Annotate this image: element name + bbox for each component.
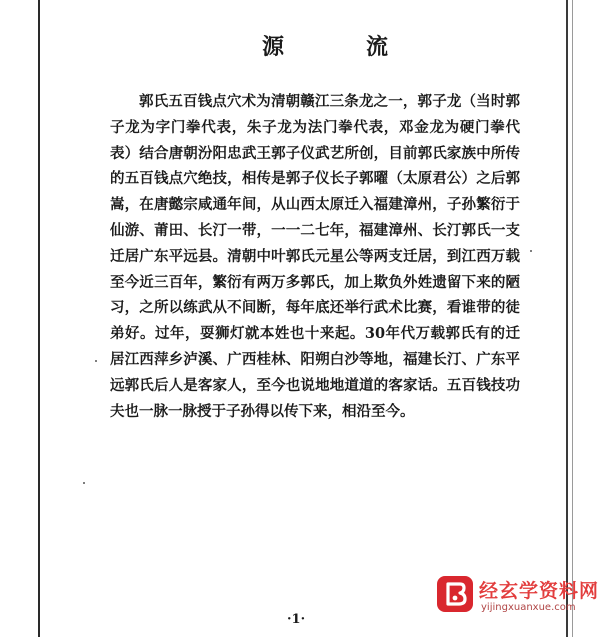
page-title: 源 流 (262, 34, 419, 60)
body-paragraph: 郭氏五百钱点穴术为清朝赣江三条龙之一，郭子龙（当时郭子龙为字门拳代表，朱子龙为法门拳代表，邓金龙为硬门拳代表）结合唐朝汾阳忠武王郭子仪武艺所创，目前郭氏家族中所传的五百钱点穴绝技，相传是郭子仪长子郭曜（太原君公）之后郭嵩，在唐懿宗咸通年间，从山西太原迁入福建漳州，子孙繁衍于仙游、莆田、长汀一带，一一二七年，福建漳州、长汀郭氏一支迁居广东平远县。清朝中叶郭氏元星公等两支迁居，到江西万载至今近三百年，繁衍有两万多郭氏，加上欺负外姓遗留下来的陋习，之所以练武从不间断，每年底还举行武术比赛，看谁带的徒弟好。过年，耍狮灯就本姓也十来起。30年代万载郭氏有的迁居江西萍乡泸溪、广西桂林、阳朔白沙等地，福建长汀、广东平远郭氏后人是客家人，至今也说地地道道的客家话。五百钱技功夫也一脉一脉授于子孙得以传下来，相沿至今。 (110, 93, 520, 420)
scan-speck (530, 250, 532, 252)
page-right-edge (566, 0, 568, 637)
page-right-edge-shadow (572, 0, 573, 637)
watermark-site-name: 经玄学资料网 (479, 580, 600, 602)
scan-speck (95, 360, 97, 362)
page-number: ·1· (287, 612, 306, 627)
watermark-site-url: yijingxuanxue.com (481, 602, 576, 613)
scan-speck (83, 482, 85, 484)
site-watermark (437, 574, 600, 620)
page-left-edge (38, 0, 40, 637)
watermark-logo-icon (437, 576, 473, 612)
